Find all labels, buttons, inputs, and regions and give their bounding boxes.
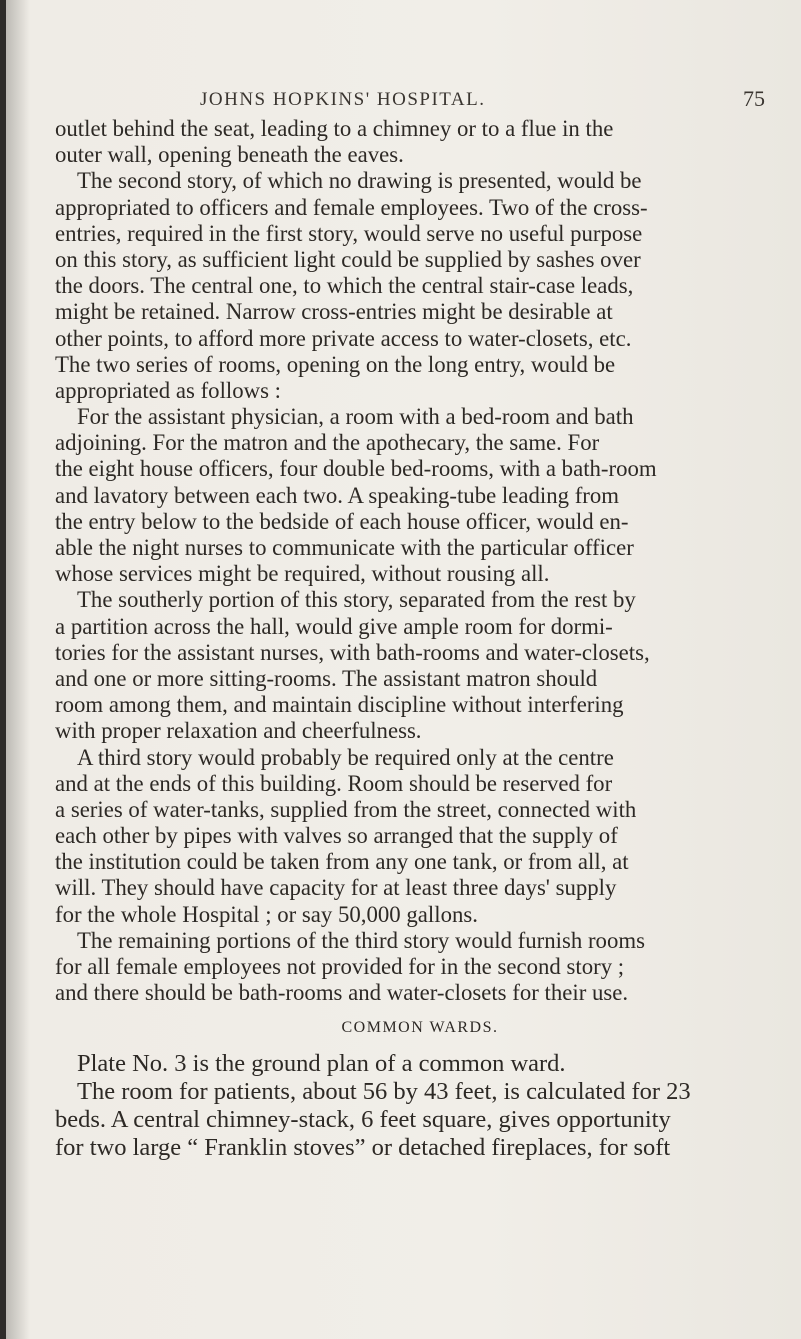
text-line: The two series of rooms, opening on the long entry, would be: [55, 351, 616, 377]
text-line: The southerly portion of this story, separated from the rest by: [77, 587, 636, 613]
text-line: outlet behind the seat, leading to a chimney or to a flue in the: [55, 116, 614, 141]
text-line: outer wall, opening beneath the eaves.: [55, 142, 404, 168]
text-line: and one or more sitting-rooms. The assistant matron should: [55, 665, 598, 691]
text-line: other points, to afford more private access to water-closets, etc.: [55, 325, 632, 351]
text-line: The remaining portions of the third story would furnish rooms: [77, 927, 645, 953]
gutter-shadow: [6, 0, 30, 1339]
text-line: might be retained. Narrow cross-entries might be desirable at: [55, 299, 613, 325]
text-line: adjoining. For the matron and the apothecary, the same. For: [55, 430, 600, 456]
text-line: room among them, and maintain discipline without interfering: [55, 692, 624, 718]
text-line: a series of water-tanks, supplied from the street, connected with: [55, 796, 637, 822]
text-line: the eight house officers, four double bed-rooms, with a bath-room: [55, 456, 657, 482]
page-body: [55, 116, 775, 1162]
text-line: appropriated to officers and female employees. Two of the cross-: [55, 194, 648, 220]
text-line: for two large “ Franklin stoves” or detached fireplaces, for soft: [55, 1133, 671, 1161]
text-line: appropriated as follows :: [55, 377, 282, 403]
text-line: A third story would probably be required only at the centre: [77, 744, 614, 770]
text-line: for the whole Hospital ; or say 50,000 gallons.: [55, 901, 478, 927]
text-line: beds. A central chimney-stack, 6 feet square, gives opportunity: [55, 1105, 671, 1133]
text-line: a partition across the hall, would give ample room for dormi-: [55, 613, 613, 639]
text-line: the institution could be taken from any one tank, or from all, at: [55, 849, 629, 875]
section-heading: COMMON WARDS.: [341, 1019, 499, 1037]
text-line: for all female employees not provided for in the second story ;: [55, 954, 625, 979]
text-line: Plate No. 3 is the ground plan of a common ward.: [77, 1050, 566, 1078]
page-header: [60, 86, 775, 116]
text-line: able the night nurses to communicate with the particular officer: [55, 535, 634, 560]
text-line: whose services might be required, without rousing all.: [55, 561, 550, 587]
running-head: JOHNS HOPKINS' HOSPITAL.: [200, 89, 486, 110]
text-line: The room for patients, about 56 by 43 feet, is calculated for 23: [77, 1078, 691, 1106]
text-line: each other by pipes with valves so arranged that the supply of: [55, 823, 618, 849]
text-line: with proper relaxation and cheerfulness.: [55, 718, 422, 744]
text-line: tories for the assistant nurses, with bath-rooms and water-closets,: [55, 639, 650, 665]
text-line: the entry below to the bedside of each house officer, would en-: [55, 508, 629, 534]
text-line: entries, required in the first story, would serve no useful purpose: [55, 220, 643, 246]
text-line: and there should be bath-rooms and water-closets for their use.: [55, 980, 629, 1006]
text-line: and at the ends of this building. Room should be reserved for: [55, 770, 613, 796]
text-line: For the assistant physician, a room with a bed-room and bath: [77, 404, 634, 430]
text-line: on this story, as sufficient light could be supplied by sashes over: [55, 246, 641, 272]
section-body: [55, 1050, 775, 1161]
text-line: will. They should have capacity for at least three days' supply: [55, 875, 617, 901]
text-line: and lavatory between each two. A speaking-tube leading from: [55, 482, 620, 508]
text-line: the doors. The central one, to which the central stair-case leads,: [55, 273, 634, 299]
page-number: 75: [743, 86, 765, 111]
text-line: The second story, of which no drawing is presented, would be: [77, 168, 642, 194]
